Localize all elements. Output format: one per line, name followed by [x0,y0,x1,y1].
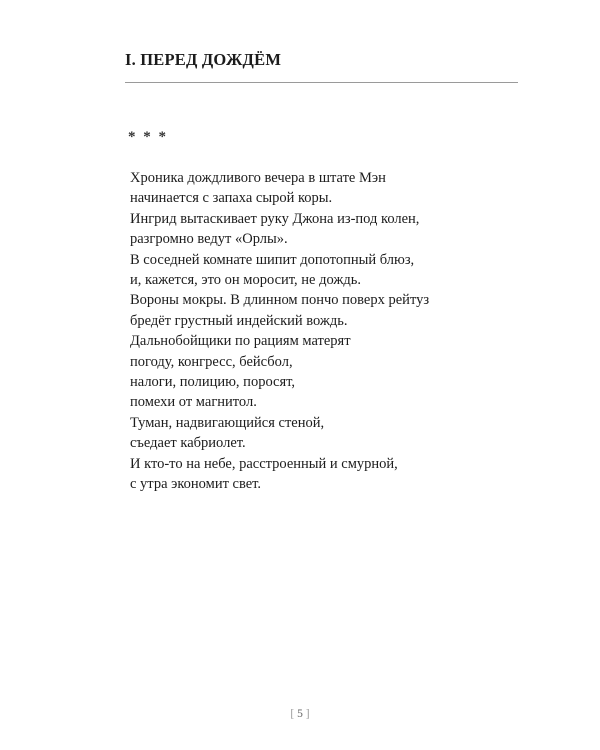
page-number-bracket-open: [ [290,708,295,720]
poem-line: В соседней комнате шипит допотопный блюз, [130,251,415,268]
poem-line: Дальнобойщики по рациям матерят [130,333,351,350]
poem-line: начинается с запаха сырой коры. [130,190,333,207]
poem-line: Туман, надвигающийся стеной, [130,414,325,431]
poem-line: бредёт грустный индейский вождь. [130,312,348,329]
poem-line: съедает кабриолет. [130,435,246,452]
poem-line: Ингрид вытаскивает руку Джона из-под колен, [130,210,420,227]
title-divider [125,82,518,83]
page-number [0,707,600,721]
poem-line: и, кажется, это он моросит, не дождь. [130,272,361,289]
page-number-bracket-close: ] [305,708,310,720]
poem-line: с утра экономит свет. [130,476,262,493]
poem-line: Вороны мокры. В длинном пончо поверх рейтуз [130,292,430,309]
poem-line: погоду, конгресс, бейсбол, [130,353,293,370]
poem-line: Хроника дождливого вечера в штате Мэн [130,170,386,186]
poem-line: помехи от магнитол. [130,394,257,411]
section-break-asterisks: * * * [128,129,168,145]
page-number-value: 5 [297,708,303,720]
poem-line: И кто-то на небе, расстроенный и смурной, [130,455,398,472]
poem-body [130,168,429,495]
poem-line: налоги, полицию, поросят, [130,374,296,391]
poem-line: разгромно ведут «Орлы». [130,231,288,248]
chapter-title: I. ПЕРЕД ДОЖДЁМ [125,50,282,69]
